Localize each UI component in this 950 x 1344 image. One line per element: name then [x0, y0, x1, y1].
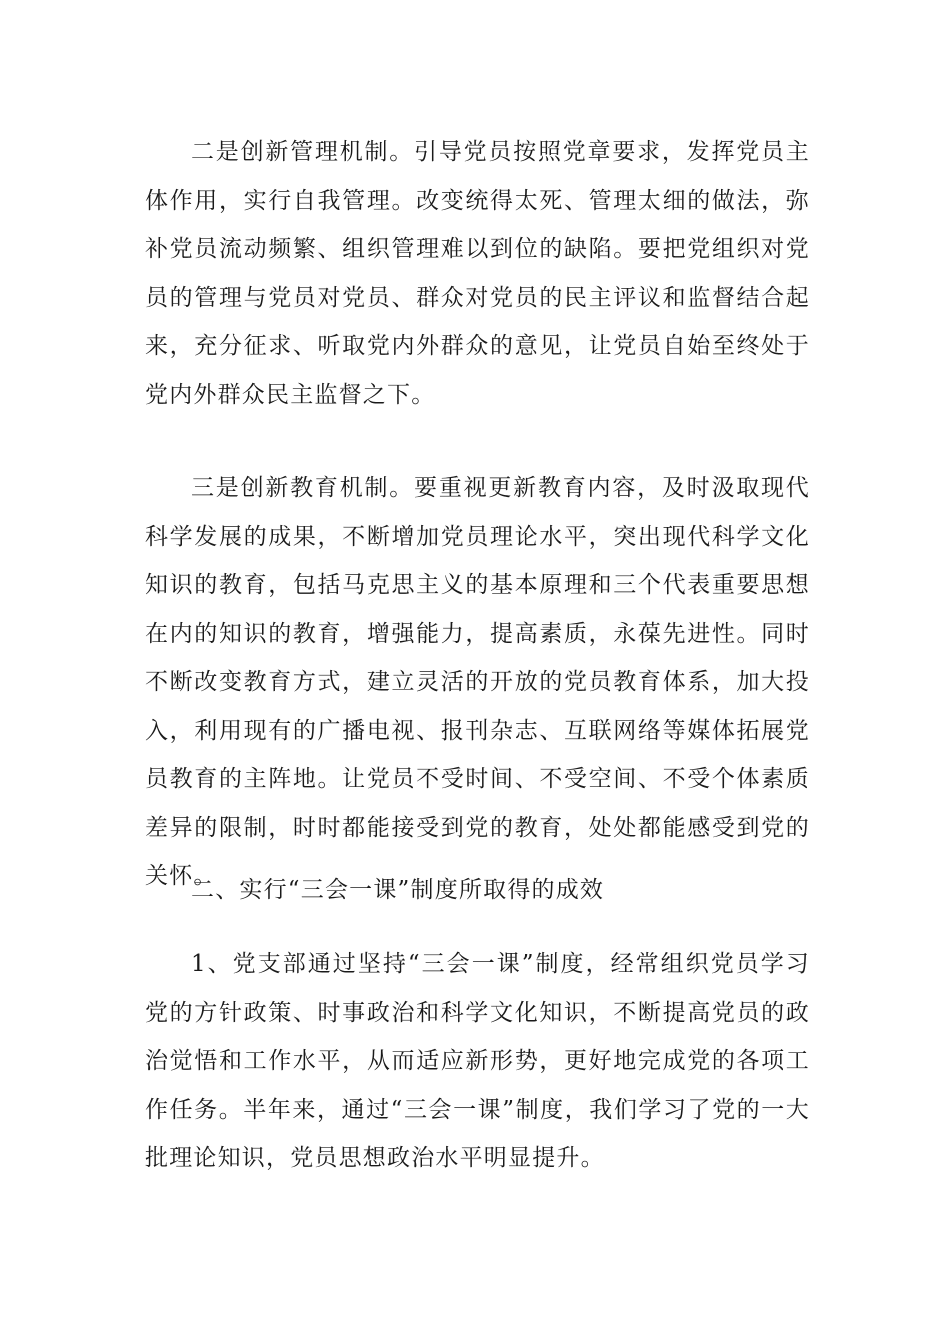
paragraph-results-item-1: 1、党支部通过坚持“三会一课”制度，经常组织党员学习党的方针政策、时事政治和科学文化知识，不断提高党员的政治觉悟和工作水平，从而适应新形势，更好地完成党的各项工作任务。半年来，通过“三会一课”制度，我们学习了党的一大批理论知识，党员思想政治水平明显提升。 [145, 951, 810, 1171]
paragraph-education-mechanism: 三是创新教育机制。要重视更新教育内容，及时汲取现代科学发展的成果，不断增加党员理论水平，突出现代科学文化知识的教育，包括马克思主义的基本原理和三个代表重要思想在内的知识的教育，增强能力，提高素质，永葆先进性。同时不断改变教育方式，建立灵活的开放的党员教育体系，加大投入，利用现有的广播电视、报刊杂志、互联网络等媒体拓展党员教育的主阵地。让党员不受时间、不受空间、不受个体素质差异的限制，时时都能接受到党的教育，处处都能感受到党的关怀。 [145, 475, 810, 889]
paragraph-management-mechanism: 二是创新管理机制。引导党员按照党章要求，发挥党员主体作用，实行自我管理。改变统得太死、管理太细的做法，弥补党员流动频繁、组织管理难以到位的缺陷。要把党组织对党员的管理与党员对党员、群众对党员的民主评议和监督结合起来，充分征求、听取党内外群众的意见，让党员自始至终处于党内外群众民主监督之下。 [145, 139, 810, 408]
section-heading-results: 二、实行“三会一课”制度所取得的成效 [191, 877, 605, 903]
